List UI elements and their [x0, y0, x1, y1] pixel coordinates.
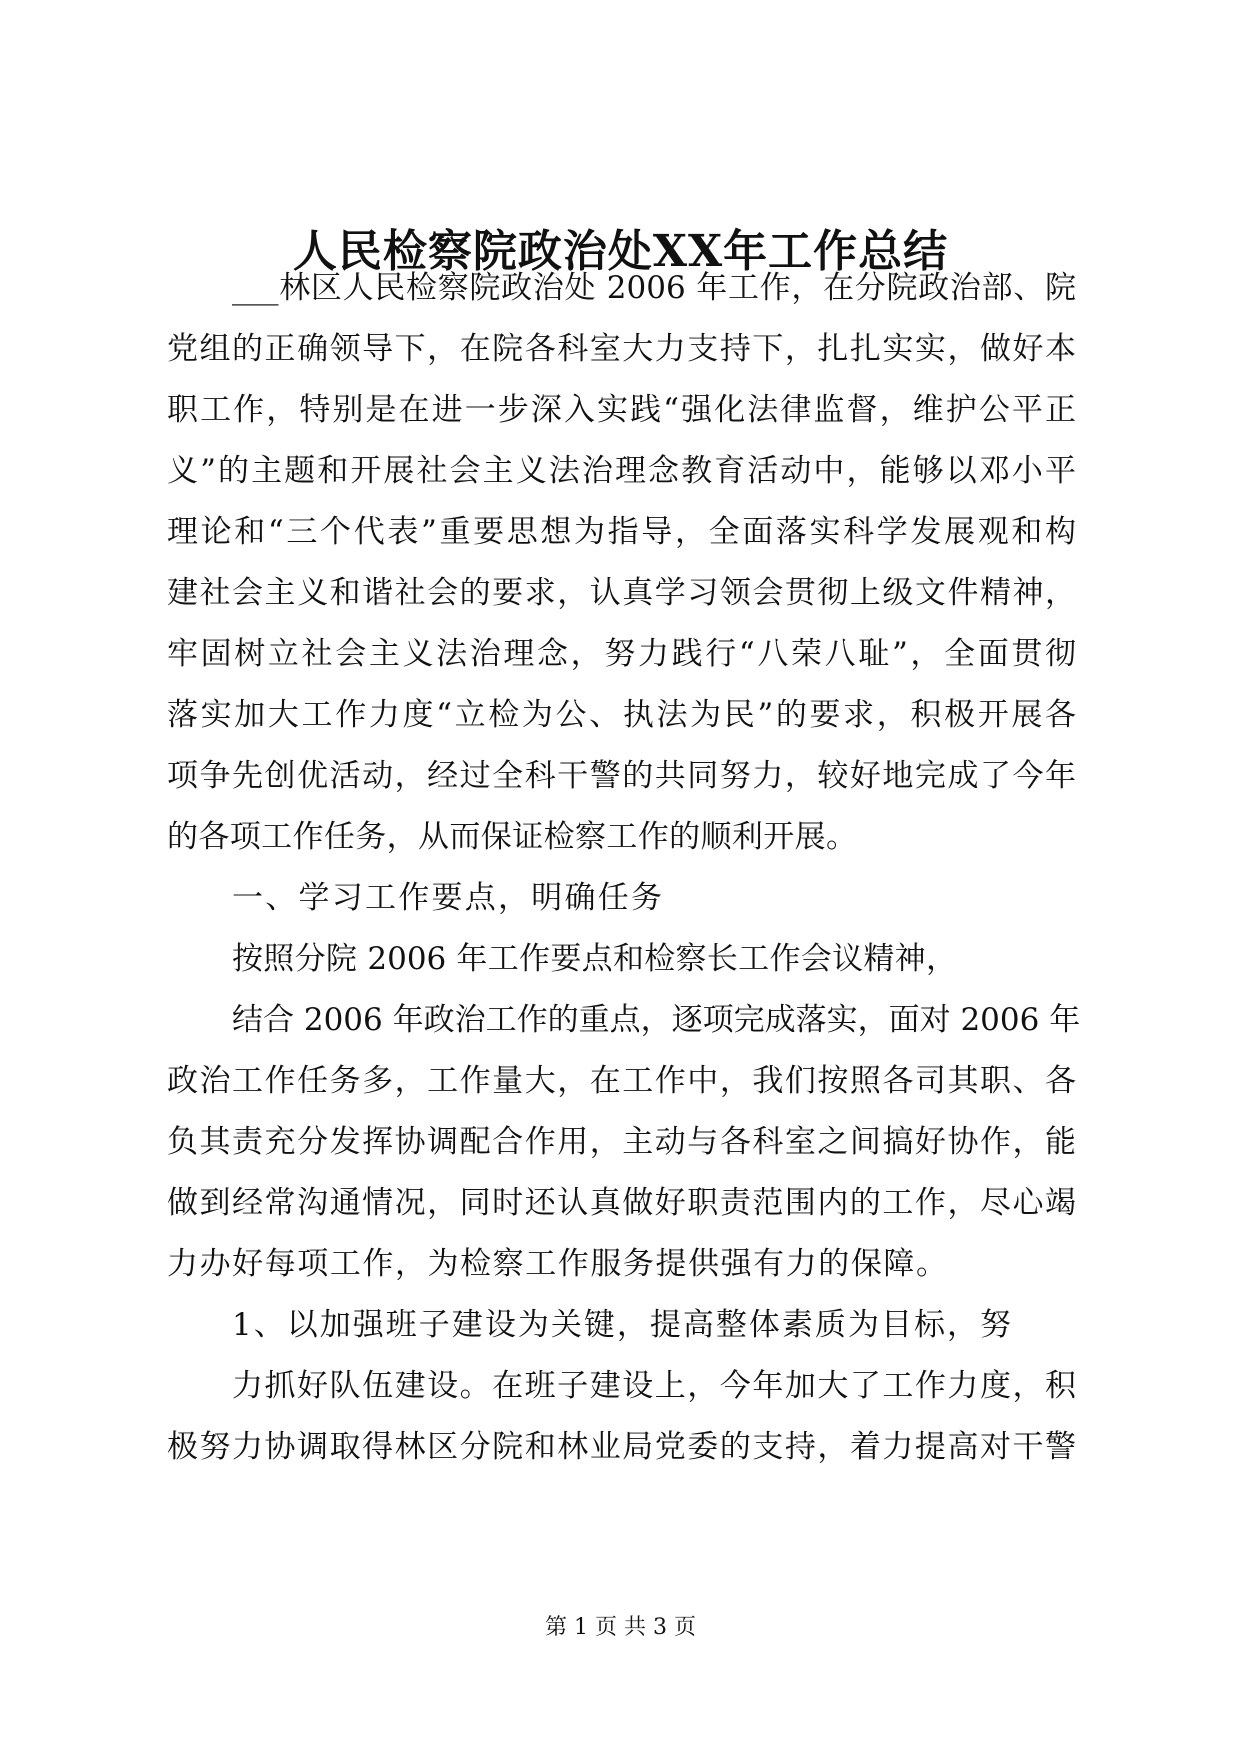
paragraph-line: 极努力协调取得林区分院和林业局党委的支持，着力提高对干警: [167, 1429, 1076, 1465]
paragraph-line: 做到经常沟通情况，同时还认真做好职责范围内的工作，尽心竭: [167, 1185, 1076, 1221]
paragraph-line: 力办好每项工作，为检察工作服务提供强有力的保障。: [167, 1246, 947, 1282]
page-footer: 第 1 页 共 3 页: [545, 1615, 696, 1640]
paragraph-line: 牢固树立社会主义法治理念，努力践行“八荣八耻”，全面贯彻: [167, 636, 1076, 672]
paragraph-line: 落实加大工作力度“立检为公、执法为民”的要求，积极开展各: [167, 697, 1076, 733]
paragraph-line: 结合 2006 年政治工作的重点，逐项完成落实，面对 2006 年: [232, 1002, 1081, 1038]
paragraph-line: 党组的正确领导下，在院各科室大力支持下，扎扎实实，做好本: [167, 331, 1076, 367]
paragraph-line: 职工作，特别是在进一步深入实践“强化法律监督，维护公平正: [167, 392, 1076, 428]
paragraph-line: 政治工作任务多，工作量大，在工作中，我们按照各司其职、各: [167, 1063, 1076, 1099]
document-title: 人民检察院政治处XX年工作总结: [292, 226, 949, 277]
paragraph-line: 1、以加强班子建设为关键，提高整体素质为目标，努: [232, 1307, 1011, 1343]
paragraph-line: 按照分院 2006 年工作要点和检察长工作会议精神，: [232, 941, 957, 977]
paragraph-line: 力抓好队伍建设。在班子建设上，今年加大了工作力度，积: [232, 1368, 1076, 1404]
paragraph-line: 建社会主义和谐社会的要求，认真学习领会贯彻上级文件精神，: [167, 575, 1076, 611]
section-heading: 一、学习工作要点，明确任务: [232, 880, 662, 916]
paragraph-line: ___林区人民检察院政治处 2006 年工作，在分院政治部、院: [232, 270, 1076, 306]
paragraph-line: 负其责充分发挥协调配合作用，主动与各科室之间搞好协作，能: [167, 1124, 1076, 1160]
paragraph-line: 理论和“三个代表”重要思想为指导，全面落实科学发展观和构: [167, 514, 1076, 550]
paragraph-line: 的各项工作任务，从而保证检察工作的顺利开展。: [167, 819, 857, 855]
paragraph-line: 项争先创优活动，经过全科干警的共同努力，较好地完成了今年: [167, 758, 1076, 794]
paragraph-line: 义”的主题和开展社会主义法治理念教育活动中，能够以邓小平: [167, 453, 1076, 489]
